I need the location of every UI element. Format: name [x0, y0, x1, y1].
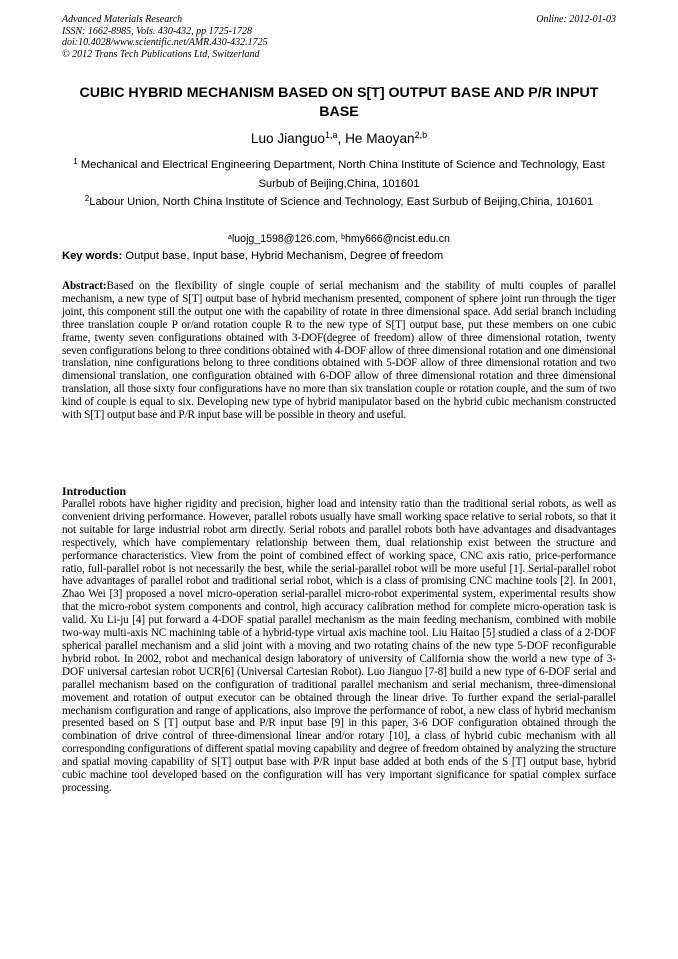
abstract-label: Abstract:	[62, 280, 107, 292]
keywords-label: Key words:	[62, 250, 123, 262]
author-2-name: He Maoyan	[345, 131, 415, 146]
abstract	[62, 280, 616, 422]
affiliation-1-text: Mechanical and Electrical Engineering Department, North China Institute of Science and Technology, East Surbub of Beijing,China, 101601	[77, 159, 605, 190]
introduction-heading: Introduction	[62, 484, 127, 498]
affiliation-2-text: Labour Union, North China Institute of Science and Technology, East Surbub of Beijing,China, 101601	[89, 196, 594, 208]
affiliation-2	[62, 193, 616, 212]
introduction-text: Parallel robots have higher rigidity and precision, higher load and intensity ratio than the traditional serial robots, as well as convenient driving performance. However, parallel robots usually have small working space relative to serial robots, so that it not suitable for large industrial robot arm directly. Serial robots and parallel robots both have advantages and disadvantages respectively, which have complementary relationship between them, dual relationship exist between the structure and performance characteristics. View from the point of combined effect of working space, CNC axis ratio, price-performance ratio, full-parallel robot is not necessarily the best, while the serial-parallel robot will be more useful [1]. Serial-parallel robot have advantages of parallel robot and traditional serial robot, which is a class of promising CNC machine tools [2]. In 2001, Zhao Wei [3] proposed a novel micro-operation serial-parallel micro-robot experimental system, experimental results show that the micro-robot system components and control, high accuracy calibration method for complete micro-operation task is valid. Xu Li-ju [4] put forward a 4-DOF spatial parallel mechanism as the main feeding mechanism, combined with mobile two-way multi-axis NC machining table of a hybrid-type virtual axis machine tool. Liu Haitao [5] studied a class of a 2-DOF spherical parallel mechanism and a slid joint with a moving and two rotating chains of the new type 5-DOF reconfigurable hybrid robot. In 2002, robot and mechanical design laboratory of university of California show the world a new type of 3-DOF universal cartesian robot UCR[6] (Universal Cartesian Robot). Luo Jianguo [7-8] build a new type of 6-DOF serial and parallel mechanism based on the configuration of traditional parallel mechanism and serial mechanism, three-dimensional movement and rotation of output executor can be obtained through the linear drive. To further expand the serial-parallel mechanism configuration and range of applications, also improve the performance of robot, a new class of hybrid mechanism presented based on S [T] output base and P/R input base [9] in this paper, 3-6 DOF configuration obtained through the combination of drive control of three-dimensional linear and/or rotary [10], a class of hybrid cubic mechanism with all corresponding configurations of different spatial moving capability and degree of freedom obtained by analyzing the structure and spatial moving capability of S[T] output base with P/R input base added at both ends of the S [T] output base, hybrid cubic machine tool developed based on the configuration will has very important significance for spatial complex surface processing.	[62, 498, 616, 794]
keywords-text: Output base, Input base, Hybrid Mechanism, Degree of freedom	[122, 250, 444, 262]
email-a: luojg_1598@126.com,	[231, 233, 342, 245]
author-2-affil-mark: 2,b	[414, 130, 428, 140]
email-b: hmy666@ncist.edu.cn	[344, 233, 450, 245]
abstract-text: Based on the flexibility of single couple of serial mechanism and the stability of multi couples of parallel mechanism, a new type of S[T] output base of hybrid mechanism presented, component of sphere joint run through the tiger joint, this component still the output one with the capability of rotate in three dimensional space. Add serial branch including three translation couple P or/and rotation couple R to the new type of S[T] output base, put these members on one cubic frame, twenty seven configurations obtained with 3-DOF(degree of freedom) allow of three dimensional rotation, twenty seven configurations belong to three conditions obtained with 4-DOF allow of three dimensional rotation and one dimensional translation, nine configurations belong to three conditions obtained with 5-DOF allow of three dimensional rotation and two dimensional translation, one configuration obtained with 6-DOF allow of three dimensional rotation and three dimensional translation, all those sixty four configurations have no more than six translation couple or rotation couple, and the sum of two kind of couple is equal to six. Developing new type of hybrid manipulator based on the hybrid cubic mechanism constructed with S[T] output base and P/R input base will be possible in theory and useful.	[62, 280, 616, 422]
email-a-mark: a	[228, 234, 232, 241]
email-line	[62, 232, 616, 246]
keywords	[62, 249, 616, 263]
affiliation-1	[62, 156, 616, 194]
copyright-line: © 2012 Trans Tech Publications Ltd, Switzerland	[62, 48, 260, 60]
affiliation-2-number: 2	[84, 194, 90, 203]
doi-line: doi:10.4028/www.scientific.net/AMR.430-432.1725	[62, 37, 268, 48]
author-1-name: Luo Jianguo	[250, 131, 325, 146]
affiliation-1-number: 1	[73, 157, 78, 166]
email-b-mark: b	[341, 234, 345, 241]
issn-line: ISSN: 1662-8985, Vols. 430-432, pp 1725-1728	[62, 25, 252, 37]
author-line	[62, 130, 616, 147]
journal-header	[62, 14, 616, 60]
online-date: Online: 2012-01-03	[536, 14, 616, 25]
author-separator: ,	[337, 131, 346, 146]
author-1-affil-mark: 1,a	[324, 130, 338, 140]
journal-name: Advanced Materials Research	[62, 14, 183, 25]
paper-title: CUBIC HYBRID MECHANISM BASED ON S[T] OUTPUT BASE AND P/R INPUT BASE	[79, 85, 599, 120]
